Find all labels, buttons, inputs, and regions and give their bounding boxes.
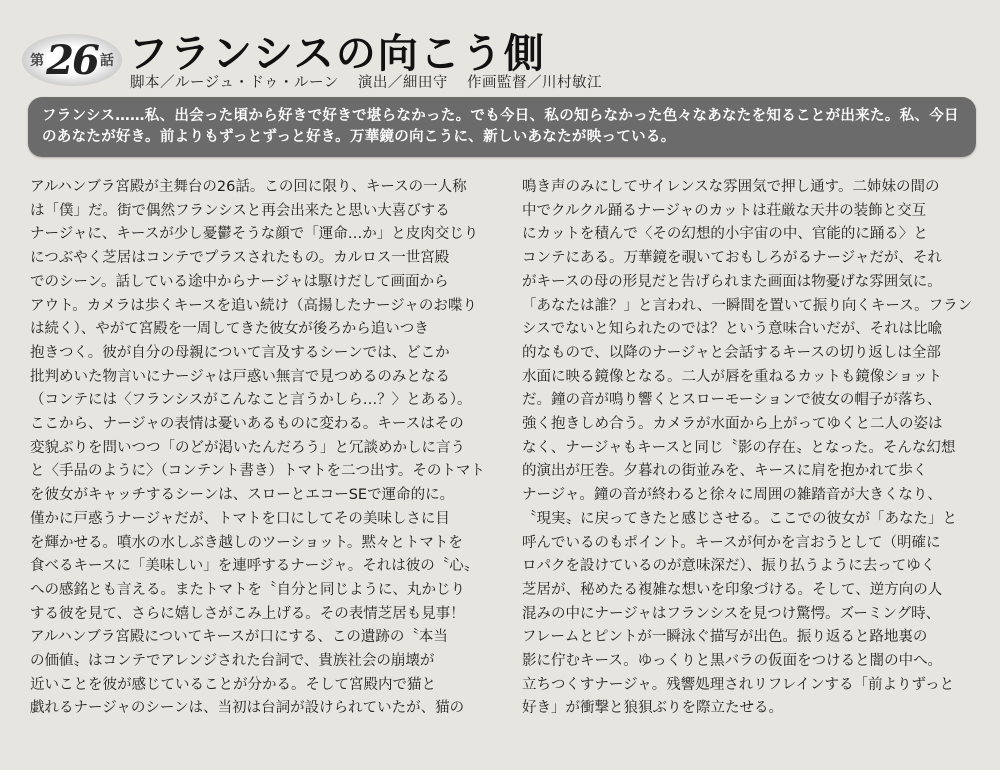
episode-suffix: 話 xyxy=(99,53,114,69)
body-text-line: 水面に映る鏡像となる。二人が唇を重ねるカットも鏡像ショット xyxy=(522,368,943,385)
body-text-line: だ。鐘の音が鳴り響くとスローモーションで彼女の帽子が落ち、 xyxy=(522,392,942,409)
body-text-line: 強く抱きしめ合う。カメラが水面から上がってゆくと二人の姿は xyxy=(522,416,943,433)
body-text-line: 的なもので、以降のナージャと会話するキースの切り返しは全部 xyxy=(522,344,941,361)
body-text-line: 抱きつく。彼が自分の母親について言及するシーンでは、どこか xyxy=(30,344,450,361)
body-text-line: ナージャ。鐘の音が終わると徐々に周囲の雑踏音が大きくなり、 xyxy=(522,487,942,504)
body-text-line: 影に佇むキース。ゆっくりと黒バラの仮面をつけると闇の中へ。 xyxy=(522,653,943,670)
body-text-line: ナージャに、キースが少し憂鬱そうな顔で「運命…か」と皮肉交じり xyxy=(30,226,479,243)
body-text-line: ここから、ナージャの表情は憂いあるものに変わる。キースはその xyxy=(30,416,464,433)
episode-prefix: 第 xyxy=(30,53,45,69)
body-text-line: 混みの中にナージャはフランシスを見つけ驚愕。ズーミング時、 xyxy=(522,605,941,622)
body-text-line: コンテにある。万華鏡を覗いておもしろがるナージャだが、それ xyxy=(522,250,942,267)
credits xyxy=(130,71,616,92)
episode-number: 26 xyxy=(46,36,98,84)
body-text-line: の価値〟はコンテでアレンジされた台詞で、貴族社会の崩壊が xyxy=(30,653,435,670)
body-text-line: 〝現実〟に戻ってきたと感じさせる。ここでの彼女が「あなた」と xyxy=(522,510,957,527)
body-text-line: 好き」が衝撃と狼狽ぶりを際立たせる。 xyxy=(522,700,783,717)
body-text-line: 的演出が圧巻。夕暮れの街並みを、キースに肩を抱かれて歩く xyxy=(522,463,928,480)
body-text-line: 中でクルクル踊るナージャのカットは荘厳な天井の装飾と交互 xyxy=(522,202,927,219)
body-text-line: でのシーン。話している途中からナージャは駆けだして画面から xyxy=(30,273,449,290)
body-text-line: フレームとピントが一瞬泳ぐ描写が出色。振り返ると路地裏の xyxy=(522,629,928,646)
episode-badge xyxy=(22,34,122,86)
body-text-line: 芝居が、秘めたる複雑な想いを印象づける。そして、逆方向の人 xyxy=(522,581,943,598)
credit-direction: 演出／細田守 xyxy=(357,75,448,91)
body-text-line: アルハンブラ宮殿についてキースが口にする、この遺跡の〝本当 xyxy=(30,629,448,646)
body-text-line: 変貌ぶりを問いつつ「のどが渇いたんだろう」と冗談めかしに言う xyxy=(30,439,465,456)
body-text-line: なく、ナージャもキースと同じ〝影の存在〟となった。そんな幻想 xyxy=(522,439,956,456)
body-text-line: を輝かせる。噴水の水しぶき越しのツーショット。黙々とトマトを xyxy=(30,534,463,551)
body-text-line: は続く）、やがて宮殿を一周してきた彼女が後ろから追いつき xyxy=(30,321,429,338)
credit-animation: 作画監督／川村敏江 xyxy=(467,75,602,91)
body-text-line: を彼女がキャッチするシーンは、スローとエコーSEで運命的に。 xyxy=(30,487,455,504)
body-text-line: 食べるキースに「美味しい」を連呼するナージャ。それは彼の〝心〟 xyxy=(30,558,479,575)
quote-text: フランシス……私、出会った頃から好きで好きで堪らなかった。でも今日、私の知らなかった色々なあなたを知ることが出来た。私、今日のあなたが好き。前よりもずっとずっと好き。万華鏡の向こうに、新しいあなたが映っている。 xyxy=(42,108,959,145)
body-text-line: シスでないと知られたのでは？という意味合いだが、それは比喩 xyxy=(522,321,943,338)
body-text-line: 「あなたは誰？」と言われ、一瞬間を置いて振り向くキース。フラン xyxy=(522,297,973,314)
body-text-line: は「僕」だ。街で偶然フランシスと再会出来たと思い大喜びする xyxy=(30,202,450,219)
body-column-right xyxy=(522,176,978,721)
body-text-line: への感銘とも言える。またトマトを〝自分と同じように、丸かじり xyxy=(30,581,465,598)
body-text-line: 僅かに戸惑うナージャだが、トマトを口にしてその美味しさに目 xyxy=(30,510,450,527)
body-text-line: アウト。カメラは歩くキースを追い続け（高揚したナージャのお喋り xyxy=(30,297,477,314)
body-text-line: 戯れるナージャのシーンは、当初は台詞が設けられていたが、猫の xyxy=(30,700,465,717)
body-text-line: 立ちつくすナージャ。残響処理されリフレインする「前よりずっと xyxy=(522,676,955,693)
body-text-line: 呼んでいるのもポイント。キースが何かを言おうとして（明確に xyxy=(522,534,941,551)
body-text-line: 批判めいた物言いにナージャは戸惑い無言で見つめるのみとなる xyxy=(30,368,450,385)
body-text-line: する彼を見て、さらに嬉しさがこみ上げる。その表情芝居も見事！ xyxy=(30,605,465,622)
body-text-line: （コンテには〈フランシスがこんなこと言うかしら…？〉とある）。 xyxy=(30,392,472,409)
body-text-line: にカットを積んで〈その幻想的小宇宙の中、官能的に踊る〉と xyxy=(522,226,928,243)
quote-box xyxy=(28,97,976,157)
credit-script: 脚本／ルージュ・ドゥ・ルーン xyxy=(130,75,339,91)
body-text-line: がキースの母の形見だと告げられまた画面は物憂げな雰囲気に。 xyxy=(522,273,942,290)
body-text-line: につぶやく芝居はコンテでプラスされたもの。カルロス一世宮殿 xyxy=(30,250,450,267)
body-column-left xyxy=(30,176,500,721)
body-text-line: アルハンブラ宮殿が主舞台の26話。この回に限り、キースの一人称 xyxy=(30,179,467,195)
body-text-line: ロパクを設けているのが意味深だ）、振り払うように去ってゆく xyxy=(522,558,936,575)
episode-title: フランシスの向こう側 xyxy=(128,30,546,77)
body-text-line: と〈手品のように〉（コンテント書き）トマトを二つ出す。そのトマト xyxy=(30,463,485,480)
body-text-line: 鳴き声のみにしてサイレンスな雰囲気で押し通す。二姉妹の間の xyxy=(522,179,940,195)
body-text-line: 近いことを彼が感じていることが分かる。そして宮殿内で猫と xyxy=(30,676,436,693)
